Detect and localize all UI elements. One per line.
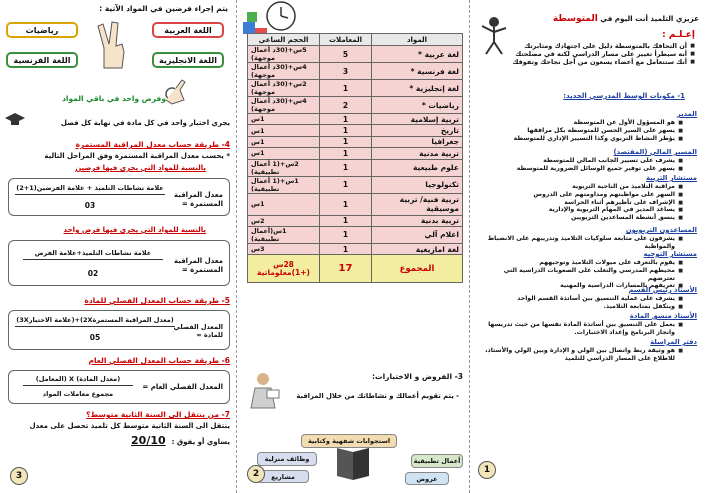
role-item: ■ هو وثيقة ربط واتصال بين الولي و الإدارة وبين الولي والأستاذ، للاطلاع على المسار الدراسي للتلميذ	[483, 347, 683, 363]
role-items	[483, 119, 683, 142]
subject-hours: 1س	[248, 193, 320, 215]
subject-row	[248, 114, 463, 125]
subject-row	[248, 215, 463, 226]
role-item: ■ يعمل على التنسيق بين أساتذة المادة نفسها من حيث تدريسها وانجاز البرنامج وإعداد الاختبارات.	[483, 321, 683, 337]
subject-coef: 1	[320, 148, 372, 159]
pass-threshold: 20/10	[131, 434, 166, 447]
page3-s4: 4- طريقة حساب معدل المراقبة المستمرة	[75, 140, 230, 149]
role-item: ■ يؤطر النشاط التربوي وكذا التسيير الإداري للمتوسطة	[483, 135, 683, 143]
subject-hours: 4س+(30د أعمال موجهة)	[248, 97, 320, 114]
page-number-3: 3	[10, 467, 28, 485]
subject-row	[248, 193, 463, 215]
page-number-2: 2	[247, 465, 265, 483]
box-english: اللغة الانجليزية	[152, 52, 224, 68]
subject-name: اعلام آلي	[372, 226, 463, 243]
subject-coef: 1	[320, 125, 372, 136]
page3-s7-l2: يساوي أو يفوق : 20/10	[131, 434, 230, 447]
page-2	[236, 0, 470, 493]
subject-name: لغة فرنسية *	[372, 63, 463, 80]
graduation-cap-icon	[4, 112, 26, 128]
subject-coef: 1	[320, 114, 372, 125]
role-item: ■ يسهر على السير الحسن للمتوسطة بكل مرافقها	[483, 127, 683, 135]
page3-exam-line: يجري اختبار واحد في كل مادة في نهاية كل فصل	[60, 119, 230, 127]
box-arabic: اللغة العربية	[152, 22, 224, 38]
box-math: رياضيات	[6, 22, 78, 38]
teacher-figure-icon	[243, 370, 283, 410]
subject-row	[248, 97, 463, 114]
subject-name: تاريخ	[372, 125, 463, 136]
header-hours: الحجم الساعي	[248, 34, 320, 46]
role-item: ■ ويتكفل بمتابعة التلاميذ.	[483, 303, 683, 311]
subject-name: علوم طبيعية	[372, 159, 463, 176]
total-hours: 28س (+1)معلوماتية	[248, 255, 320, 283]
subject-hours: 1س	[248, 136, 320, 147]
subject-coef: 1	[320, 176, 372, 193]
inform-list	[495, 42, 695, 66]
subject-hours: 1س+(1 أعمال تطبيقية)	[248, 176, 320, 193]
role-item: ■ ينسق أنشطة المساعدين التربويين	[483, 214, 683, 222]
peace-hand-icon	[92, 20, 134, 70]
role-title: المدير	[676, 110, 697, 118]
role-item: ■ الإشراف على تأطيرهم أثناء الحراسة	[483, 199, 683, 207]
box-french: اللغة الفرنسية	[6, 52, 78, 68]
role-items	[483, 347, 683, 363]
page2-s3-text: - يتم تقويم أعمالك و نشاطاتك من خلال المراقبة	[296, 392, 459, 400]
pill-projects: مشاريع	[257, 470, 309, 483]
subject-hours: 1س(أعمال تطبيقية)	[248, 226, 320, 243]
page-3	[0, 0, 236, 493]
subject-row	[248, 159, 463, 176]
page-1	[470, 0, 705, 493]
role-items	[483, 295, 683, 311]
inform-item: ■ أنك ستتعامل مع أعضاء يسعون من أجل نجاحك وتفوقك	[495, 58, 695, 66]
role-title: المساعدون التربويون	[625, 226, 697, 234]
subject-hours: 3س	[248, 243, 320, 254]
role-title: مستشار التوجيه	[643, 250, 697, 258]
page3-s4-one: بالنسبة للمواد التي يجرى فيها فرض واحد	[63, 226, 206, 234]
page-number-1: 1	[478, 461, 496, 479]
role-item: ■ تعريفهم بالمسارات الدراسية والمهنية	[483, 282, 683, 290]
subject-name: رياضيات *	[372, 97, 463, 114]
header-coef: المعاملات	[320, 34, 372, 46]
pill-presentations: عروض	[405, 472, 449, 485]
subject-row	[248, 243, 463, 254]
formula-2: معدل المراقبة المستمرة = علامة نشاطات التلميذ+علامة الفرض 02	[8, 240, 230, 286]
header-subject: المواد	[372, 34, 463, 46]
role-item: ■ يشرف على عملية التنسيق بين أساتذة القسم الواحد	[483, 295, 683, 303]
role-title: الأستاذ منسق المادة	[629, 312, 697, 320]
formula-4: المعدل الفصلي العام = (معدل المادة) X (المعامل) مجموع معاملات المواد	[8, 370, 230, 404]
subject-hours: 4س+(30د أعمال موجهة)	[248, 63, 320, 80]
subject-coef: 1	[320, 193, 372, 215]
subject-hours: 5س+(30د أعمال موجهة)	[248, 46, 320, 63]
page3-one-test: وفرض واحد في باقي المواد	[62, 94, 166, 103]
subject-row	[248, 46, 463, 63]
role-title: دفتر المراسلة	[650, 338, 697, 346]
subject-name: تربية إسلامية	[372, 114, 463, 125]
page1-title: عزيزي التلميذ أنت اليوم في المتوسطة	[552, 14, 699, 24]
subject-name: جغرافيا	[372, 136, 463, 147]
subject-hours: 1س	[248, 114, 320, 125]
role-item: ■ هو المسؤول الأول عن المتوسطة	[483, 119, 683, 127]
page3-s7-l1: ينتقل الى السنة الثانية متوسط كل تلميذ تحصل على معدل	[29, 422, 230, 430]
page3-s7: 7- من ينتقل الى السنة الثانية متوسط؟	[86, 410, 230, 419]
role-items	[483, 235, 683, 251]
subject-coef: 1	[320, 215, 372, 226]
subject-row	[248, 226, 463, 243]
subject-row	[248, 136, 463, 147]
subject-coef: 1	[320, 80, 372, 97]
inform-label: إعـلـم :	[662, 30, 695, 40]
subject-hours: 2س	[248, 215, 320, 226]
page3-s4-two: بالنسبة للمواد التي يجرى فيها فرضين	[75, 164, 206, 172]
formula-3: المعدل الفصلي للمادة = (معدل المراقبة المستمرة2X)+(علامة الاختبار3X) 05	[8, 310, 230, 350]
page3-s6: 6- طريقة حساب المعدل الفصلي العام	[88, 356, 230, 365]
total-coef: 17	[320, 255, 372, 283]
page2-s3: 3- الفروض و الاختبارات:	[372, 372, 463, 381]
role-title: الأستاذ رئيس القسم	[628, 286, 697, 294]
total-row: المجموع 17 28س (+1)معلوماتية	[248, 255, 463, 283]
page3-intro: يتم إجراء فرضين في المواد الآتية :	[99, 4, 228, 13]
subject-hours: 1س	[248, 148, 320, 159]
role-item: ■ محيطهم المدرسي والتغلب على الصعوبات الدراسية التي تعترضهم	[483, 267, 683, 283]
page3-s4-note: * يحسب معدل المراقبة المستمرة وفق المراحل التالية	[44, 152, 230, 160]
pill-practical: أعمال تطبيقية	[411, 454, 463, 468]
inform-item: ■ أنه سيطرأ تغيير على مسار الدراسي لكنه في مصلحتك	[495, 50, 695, 58]
pill-homework: وظائف منزلية	[257, 452, 317, 466]
subject-coef: 1	[320, 136, 372, 147]
role-item: ■ يشرف على تسيير الجانب المالي للمتوسطة	[483, 157, 683, 165]
subject-name: تكنولوجيا	[372, 176, 463, 193]
subject-name: تربية فنية/ تربية موسيقية	[372, 193, 463, 215]
page1-section1: 1- مكونات الوسط المدرسي الجديد:	[563, 92, 685, 100]
subject-hours: 1س	[248, 125, 320, 136]
role-item: ■ يساعد المدير في المهام التربوية والإدارية	[483, 206, 683, 214]
subject-row	[248, 80, 463, 97]
role-items	[483, 157, 683, 173]
open-book-icon	[333, 446, 373, 482]
subject-coef: 1	[320, 159, 372, 176]
role-title: مستشار التربية	[646, 174, 697, 182]
pill-oral: استجوابات شفهية وكتابية	[301, 434, 397, 448]
role-item: ■ السهر على مواظبتهم ومداومتهم على الدروس	[483, 191, 683, 199]
role-item: ■ يقوم بالتعرف على ميولات التلاميذ وتوجيههم	[483, 259, 683, 267]
subject-name: لغة إنجليزية *	[372, 80, 463, 97]
subject-row	[248, 148, 463, 159]
subject-coef: 2	[320, 97, 372, 114]
subject-coef: 3	[320, 63, 372, 80]
formula-1: معدل المراقبة المستمرة = علامة نشاطات التلميذ + علامة الفرضين(1+2) 03	[8, 178, 230, 216]
subject-coef: 1	[320, 243, 372, 254]
subject-coef: 1	[320, 226, 372, 243]
subject-row	[248, 63, 463, 80]
subject-hours: 2س+(30د أعمال موجهة)	[248, 80, 320, 97]
subject-name: لغة عربية *	[372, 46, 463, 63]
subject-row	[248, 125, 463, 136]
subject-row	[248, 176, 463, 193]
subjects-table	[247, 33, 463, 283]
subject-name: لغة امازيغية	[372, 243, 463, 254]
role-items	[483, 321, 683, 337]
subject-name: تربية بدنية	[372, 215, 463, 226]
role-item: ■ يسهر على توفير جميع الوسائل الضرورية للمتوسطة	[483, 165, 683, 173]
role-item: ■ مراقبة التلاميذ من الناحية التربوية	[483, 183, 683, 191]
subject-hours: 2س+(1 أعمال تطبيقية)	[248, 159, 320, 176]
page3-s5: 5- طريقة حساب المعدل الفصلي للمادة	[84, 296, 230, 305]
subject-coef: 5	[320, 46, 372, 63]
role-title: المسير المالي (المقتصد)	[613, 148, 697, 156]
inform-item: ■ أن التحاقك بالمتوسطة دليل على اجتهادك ومثابرتك	[495, 42, 695, 50]
role-item: ■ يشرفون على متابعة سلوكيات التلاميذ وتدريبهم على الانضباط والمواظبة	[483, 235, 683, 251]
subject-name: تربية مدنية	[372, 148, 463, 159]
role-items	[483, 183, 683, 222]
